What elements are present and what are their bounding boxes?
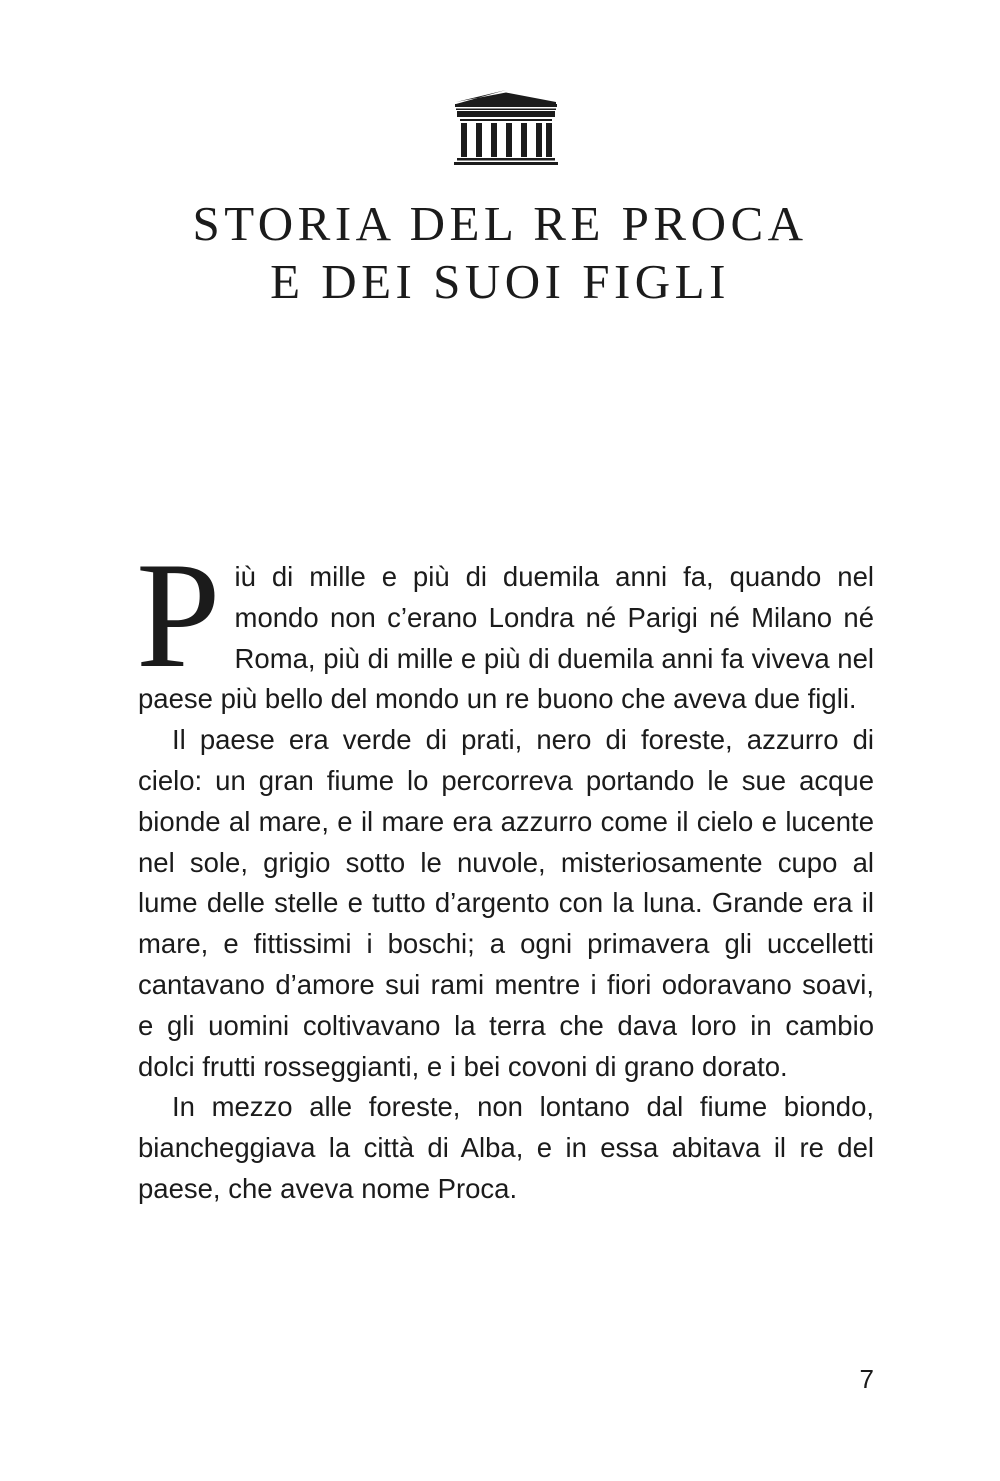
greek-temple-icon [452, 88, 560, 168]
paragraph-1 [136, 531, 874, 720]
drop-cap: P [136, 531, 221, 699]
chapter-body [136, 531, 874, 1210]
page-number: 7 [859, 1364, 874, 1394]
paragraph-2: Il paese era verde di prati, nero di foreste, azzurro di cielo: un gran fiume lo percorreva portando le sue acque bionde al mare, e il mare era azzurro come il cielo e lucente nel sole, grigio sotto le nuvole, misteriosamente cupo al lume delle stelle e tutto d’argento con la luna. Grande era il mare, e fittissimi i boschi; a ogni primavera gli uccelletti cantavano d’amore sui rami mentre i fiori odoravano soavi, e gli uomini coltivavano la terra che dava loro in cambio dolci frutti rosseggianti, e i bei covoni di grano dorato. [138, 724, 874, 1082]
paragraph-3: In mezzo alle foreste, non lontano dal fiume biondo, biancheggiava la città di Alba, e in essa abitava il re del paese, che aveva nome Proca. [138, 1091, 874, 1204]
chapter-title-line-1: STORIA DEL RE PROCA [192, 196, 808, 251]
chapter-title-line-2: E DEI SUOI FIGLI [270, 254, 730, 309]
chapter-title [0, 195, 1000, 311]
paragraph-1-text: iù di mille e più di duemila anni fa, quando nel mondo non c’erano Londra né Parigi né Milano né Roma, più di mille e più di duemila anni fa viveva nel paese più bello del mondo un re buono che aveva due figli. [138, 561, 874, 715]
